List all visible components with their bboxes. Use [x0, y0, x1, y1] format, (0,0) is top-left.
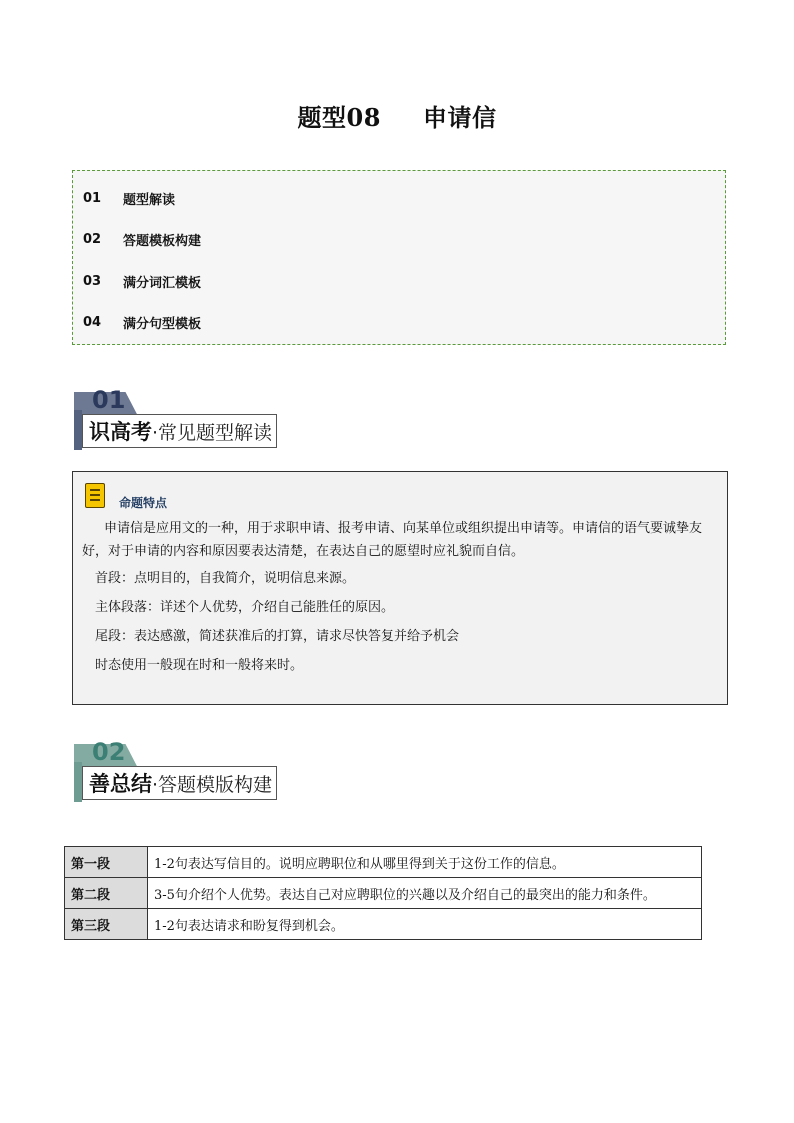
section-number: 01	[92, 386, 126, 414]
title-text: 申请信	[422, 103, 497, 132]
row-header: 第一段	[65, 847, 148, 878]
toc-item	[83, 312, 201, 332]
info-paragraph: 首段：点明目的，自我简介，说明信息来源。	[95, 571, 356, 586]
table-of-contents	[72, 170, 726, 345]
banner-bar	[74, 762, 82, 802]
toc-item	[83, 271, 201, 291]
toc-number: 02	[83, 231, 102, 247]
section-label-strong: 善总结	[89, 772, 152, 796]
section-label-soft: ·答题模版构建	[152, 773, 273, 796]
info-box	[72, 471, 728, 705]
row-body: 1-2句表达请求和盼复得到机会。	[148, 909, 702, 940]
title-number: 题型08	[297, 103, 381, 132]
section-banner-1	[72, 386, 312, 456]
toc-item	[83, 229, 201, 249]
section-label-strong: 识高考	[89, 420, 152, 444]
section-label-soft: ·常见题型解读	[152, 421, 273, 444]
toc-label: 题型解读	[123, 192, 176, 208]
section-number: 02	[92, 738, 126, 766]
table-row	[65, 847, 702, 878]
section-label	[82, 766, 277, 800]
info-paragraph: 尾段：表达感激，简述获准后的打算，请求尽快答复并给予机会	[95, 629, 460, 644]
row-body: 3-5句介绍个人优势。表达自己对应聘职位的兴趣以及介绍自己的最突出的能力和条件。	[148, 878, 702, 909]
table-row	[65, 909, 702, 940]
toc-item	[83, 188, 175, 208]
banner-bar	[74, 410, 82, 450]
row-body: 1-2句表达写信目的。说明应聘职位和从哪里得到关于这份工作的信息。	[148, 847, 702, 878]
toc-label: 答题模板构建	[123, 233, 202, 249]
toc-number: 01	[83, 190, 102, 206]
toc-label: 满分句型模板	[123, 316, 202, 332]
section-banner-2	[72, 738, 312, 808]
row-header: 第二段	[65, 878, 148, 909]
notebook-icon	[85, 483, 105, 508]
info-paragraph: 时态使用一般现在时和一般将来时。	[95, 658, 304, 673]
page-title	[0, 98, 794, 133]
toc-label: 满分词汇模板	[123, 275, 202, 291]
toc-number: 03	[83, 273, 102, 289]
info-paragraph: 申请信是应用文的一种，用于求职申请、报考申请、向某单位或组织提出申请等。申请信的语气要诚挚友好，对于申请的内容和原因要表达清楚，在表达自己的愿望时应礼貌而自信。	[82, 521, 703, 559]
table-row	[65, 878, 702, 909]
toc-number: 04	[83, 314, 102, 330]
info-paragraph: 主体段落：详述个人优势，介绍自己能胜任的原因。	[95, 600, 395, 615]
info-heading: 命题特点	[119, 496, 168, 510]
template-table	[64, 846, 702, 940]
section-label	[82, 414, 277, 448]
row-header: 第三段	[65, 909, 148, 940]
